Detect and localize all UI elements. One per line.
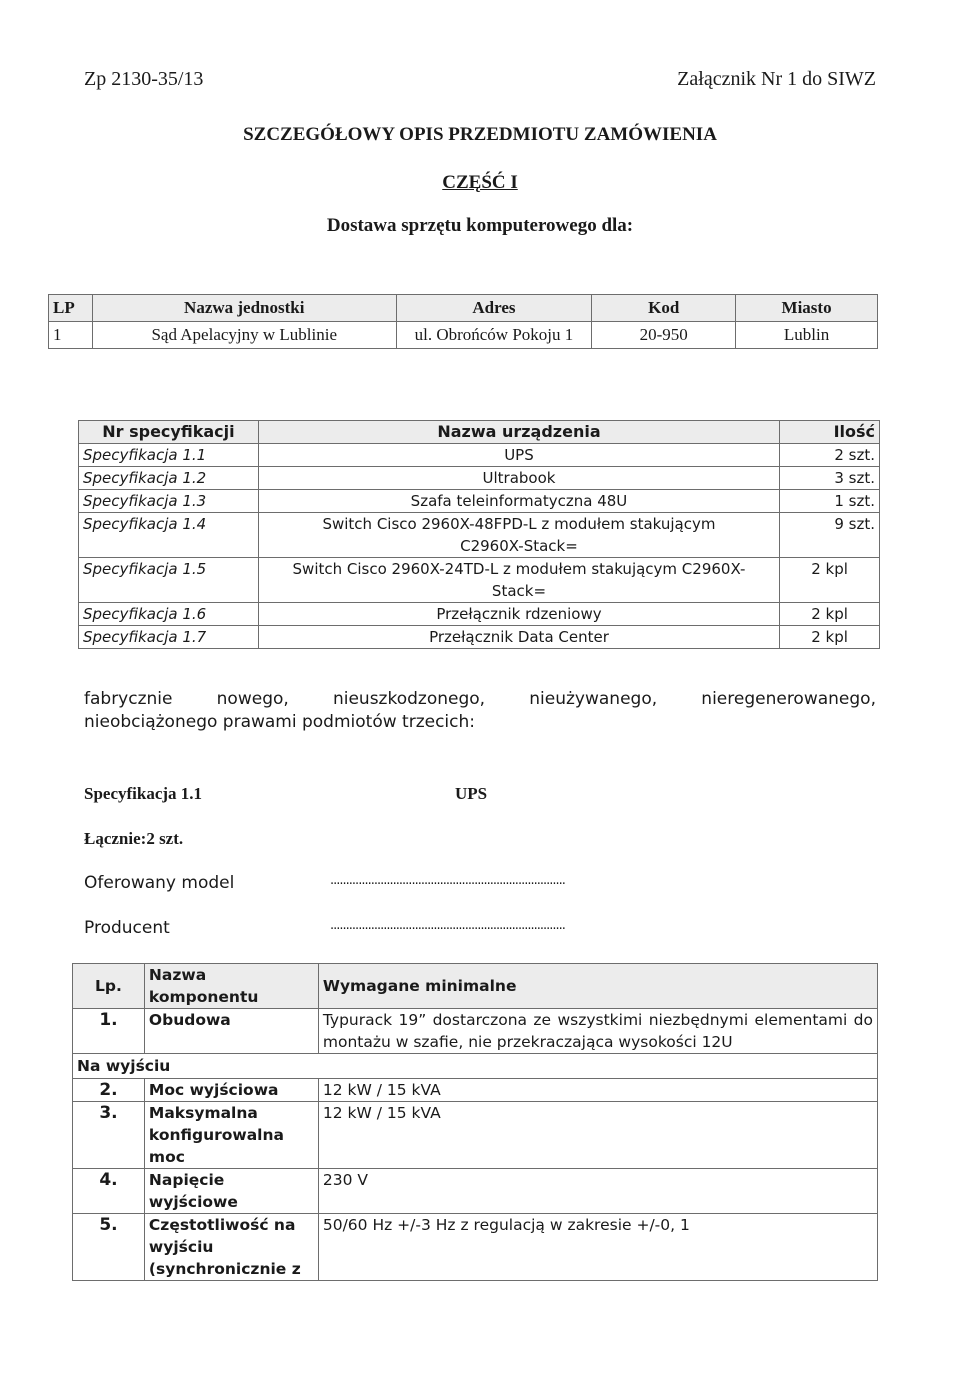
- component-lp: 2.: [73, 1079, 145, 1102]
- header-spec-number: Nr specyfikacji: [79, 421, 259, 444]
- component-lp: 5.: [73, 1214, 145, 1281]
- header-postal-code: Kod: [592, 295, 736, 322]
- components-section-row: [73, 1054, 878, 1079]
- quantity: 9 szt.: [780, 513, 880, 558]
- spec-row: [79, 490, 880, 513]
- condition-paragraph-line-1: fabrycznie nowego, nieuszkodzonego, nieużywanego, nieregenerowanego,: [84, 689, 876, 709]
- device-name: Switch Cisco 2960X-24TD-L z modułem stakującym C2960X-Stack=: [258, 558, 779, 603]
- condition-paragraph-line-2: nieobciążonego prawami podmiotów trzecich:: [84, 712, 475, 732]
- section-output-label: Na wyjściu: [73, 1054, 878, 1079]
- spec-number: Specyfikacja 1.2: [79, 467, 259, 490]
- components-table: [72, 963, 878, 1281]
- institution-header-row: [49, 295, 878, 322]
- section-device-name: UPS: [455, 784, 488, 803]
- document-subtitle: Dostawa sprzętu komputerowego dla:: [326, 215, 634, 236]
- spec-header-row: [79, 421, 880, 444]
- device-name: Ultrabook: [258, 467, 779, 490]
- header-component-name: Nazwa komponentu: [144, 964, 318, 1009]
- component-lp: 3.: [73, 1102, 145, 1169]
- header-quantity: Ilość: [780, 421, 880, 444]
- spec-row: [79, 467, 880, 490]
- spec-number: Specyfikacja 1.3: [79, 490, 259, 513]
- spec-row: [79, 603, 880, 626]
- header-unit-name: Nazwa jednostki: [92, 295, 396, 322]
- part-label: CZĘŚĆ I: [442, 172, 518, 193]
- institution-table: [48, 294, 878, 349]
- component-name: Napięcie wyjściowe: [144, 1169, 318, 1214]
- component-requirement: 230 V: [318, 1169, 877, 1214]
- header-requirements: Wymagane minimalne: [318, 964, 877, 1009]
- device-name: Szafa teleinformatyczna 48U: [258, 490, 779, 513]
- component-row: [73, 1214, 878, 1281]
- quantity: 2 kpl: [780, 603, 880, 626]
- header-address: Adres: [396, 295, 592, 322]
- header-lp: Lp.: [73, 964, 145, 1009]
- component-requirement: 50/60 Hz +/-3 Hz z regulacją w zakresie +/-0, 1: [318, 1214, 877, 1281]
- offered-model-field[interactable]: ...........................................................................: [330, 873, 565, 888]
- section-total-quantity: Łącznie:2 szt.: [84, 829, 184, 848]
- section-spec-label: Specyfikacja 1.1: [84, 784, 203, 803]
- producer-field[interactable]: ...........................................................................: [330, 918, 565, 933]
- header-city: Miasto: [736, 295, 878, 322]
- component-row: [73, 1079, 878, 1102]
- spec-row: [79, 626, 880, 649]
- spec-number: Specyfikacja 1.5: [79, 558, 259, 603]
- quantity: 2 kpl: [780, 558, 880, 603]
- header-device-name: Nazwa urządzenia: [258, 421, 779, 444]
- attachment-label: Załącznik Nr 1 do SIWZ: [677, 68, 876, 90]
- spec-number: Specyfikacja 1.7: [79, 626, 259, 649]
- component-requirement: 12 kW / 15 kVA: [318, 1102, 877, 1169]
- spec-row: [79, 558, 880, 603]
- component-name: Moc wyjściowa: [144, 1079, 318, 1102]
- component-name: Maksymalna konfigurowalna moc: [144, 1102, 318, 1169]
- device-name: Przełącznik rdzeniowy: [258, 603, 779, 626]
- spec-number: Specyfikacja 1.6: [79, 603, 259, 626]
- cell-lp: 1: [49, 322, 93, 349]
- device-name: UPS: [258, 444, 779, 467]
- spec-row: [79, 513, 880, 558]
- component-row: [73, 1102, 878, 1169]
- device-name: Przełącznik Data Center: [258, 626, 779, 649]
- quantity: 2 szt.: [780, 444, 880, 467]
- document-title: SZCZEGÓŁOWY OPIS PRZEDMIOTU ZAMÓWIENIA: [243, 124, 717, 145]
- quantity: 3 szt.: [780, 467, 880, 490]
- producer-label: Producent: [84, 918, 170, 938]
- component-requirement: Typurack 19” dostarczona ze wszystkimi niezbędnymi elementami do montażu w szafie, nie przekraczająca wysokości 12U: [318, 1009, 877, 1054]
- cell-city: Lublin: [736, 322, 878, 349]
- component-name: Częstotliwość na wyjściu (synchronicznie z: [144, 1214, 318, 1281]
- component-row: [73, 1169, 878, 1214]
- components-header-row: [73, 964, 878, 1009]
- component-lp: 1.: [73, 1009, 145, 1054]
- quantity: 2 kpl: [780, 626, 880, 649]
- component-name: Obudowa: [144, 1009, 318, 1054]
- device-name: Switch Cisco 2960X-48FPD-L z modułem stakującym C2960X-Stack=: [258, 513, 779, 558]
- cell-unit-name: Sąd Apelacyjny w Lublinie: [92, 322, 396, 349]
- header-lp: LP: [49, 295, 93, 322]
- specification-table: [78, 420, 880, 649]
- component-requirement: 12 kW / 15 kVA: [318, 1079, 877, 1102]
- institution-row: [49, 322, 878, 349]
- spec-number: Specyfikacja 1.1: [79, 444, 259, 467]
- cell-postal-code: 20-950: [592, 322, 736, 349]
- offered-model-label: Oferowany model: [84, 873, 235, 893]
- cell-address: ul. Obrońców Pokoju 1: [396, 322, 592, 349]
- spec-row: [79, 444, 880, 467]
- spec-number: Specyfikacja 1.4: [79, 513, 259, 558]
- reference-number: Zp 2130-35/13: [84, 68, 204, 90]
- component-lp: 4.: [73, 1169, 145, 1214]
- component-row: [73, 1009, 878, 1054]
- quantity: 1 szt.: [780, 490, 880, 513]
